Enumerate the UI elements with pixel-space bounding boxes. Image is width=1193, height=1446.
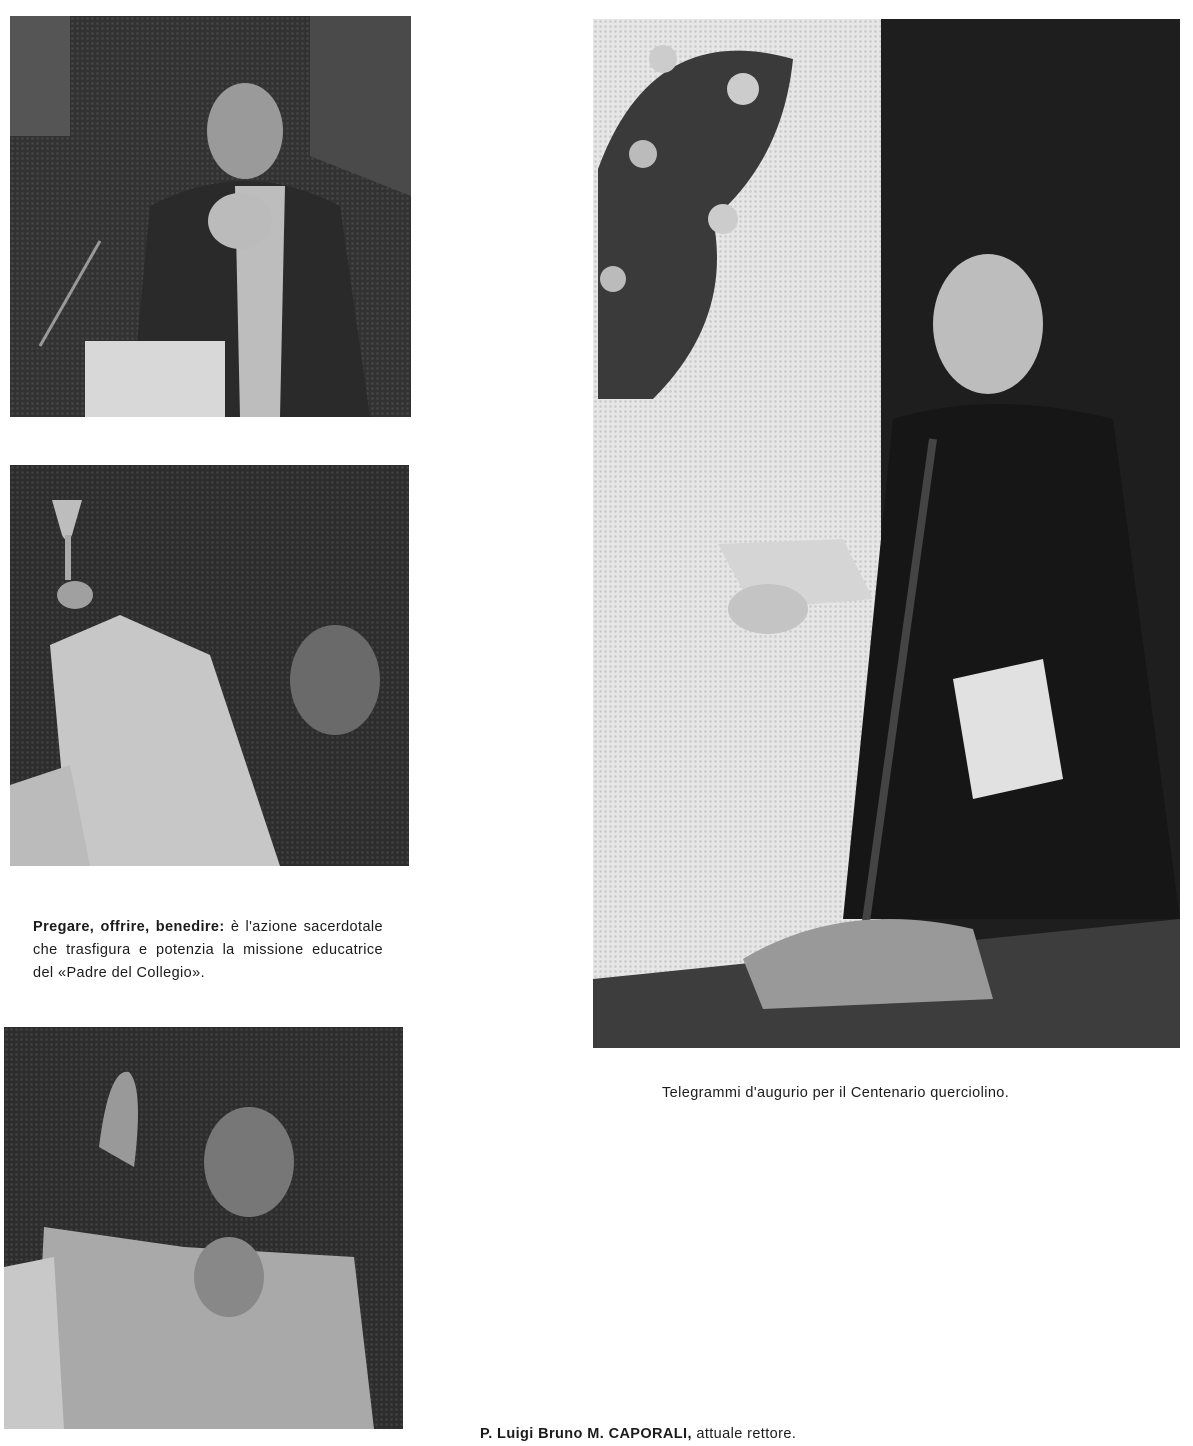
caption-rettore <box>480 1423 900 1446</box>
photo-priest-preaching <box>10 16 411 417</box>
caption-telegrammi: Telegrammi d'augurio per il Centenario querciolino. <box>662 1084 1010 1101</box>
caption-rettore-role: attuale rettore. <box>691 1425 797 1442</box>
caption-main-text: è l'azione sacerdotale che trasfigura e potenzia la missione educatrice del «Padre del Collegio». <box>33 918 383 981</box>
photo-priest-chalice <box>10 465 409 866</box>
caption-rettore-name: P. Luigi Bruno M. CAPORALI, <box>480 1425 692 1442</box>
photo-rector-reading-telegrams <box>593 19 1180 1048</box>
caption-pregare-offrire-benedire <box>33 916 383 985</box>
photo-priest-blessing <box>4 1027 403 1429</box>
caption-main-bold: Pregare, offrire, benedire: <box>33 918 225 935</box>
